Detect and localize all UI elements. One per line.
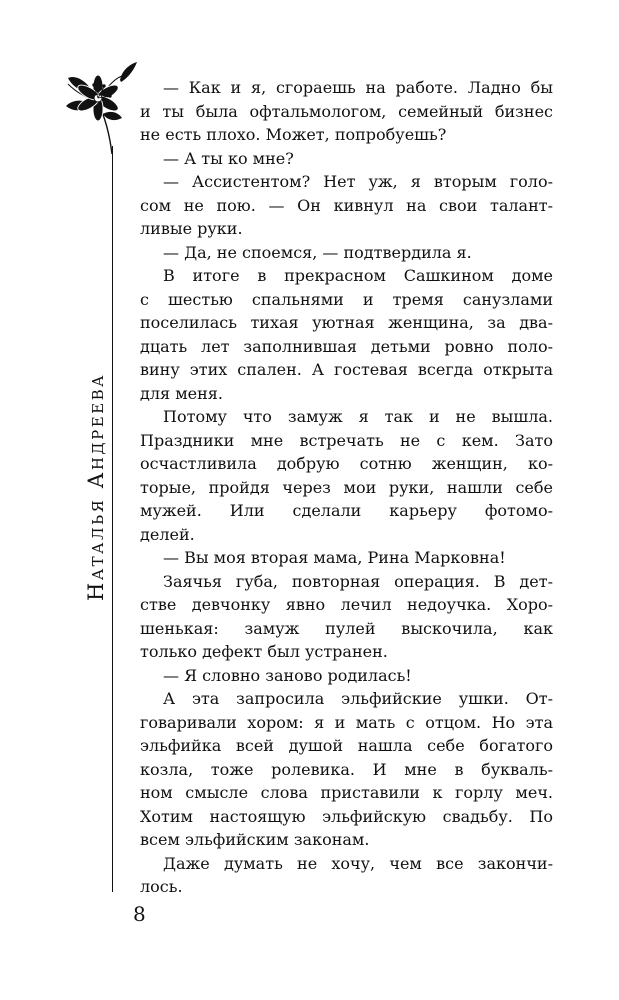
text-line: Хотим настоящую эльфийскую свадьбу. По [140,806,553,826]
text-line: А эта запросила эльфийские ушки. От- [163,689,553,708]
text-line: вину этих спален. А гостевая всегда открыта [140,360,553,379]
text-line: — Ассистентом? Нет уж, я вторым голо- [163,172,553,191]
paragraph [140,664,553,688]
text-line: стве девчонку явно лечил недоучка. Хоро- [140,595,553,614]
text-line: козла, тоже ролевика. И мне в букваль- [140,759,553,779]
text-line: — Как и я, сгораешь на работе. Ладно бы [163,78,553,97]
running-head-author: Наталья Андреева [84,373,108,602]
text-line: Праздники мне встречать не с кем. Зато [140,430,553,450]
lily-ornament-icon [64,60,138,154]
text-line: делей. [140,524,195,544]
paragraph [140,405,553,546]
text-line: Даже думать не хочу, чем все закончи- [163,853,553,873]
paragraph [140,76,553,147]
paragraph [140,147,553,171]
paragraph [140,264,553,405]
text-line: Заячья губа, повторная операция. В дет- [163,571,553,591]
text-line: поселилась тихая уютная женщина, за два- [140,313,553,332]
paragraph [140,546,553,570]
text-line: эльфийка всей душой нашла себе богатого [140,736,553,755]
text-line: ливые руки. [140,219,243,238]
paragraph [140,852,553,899]
text-line: только дефект был устранен. [140,642,388,661]
page-number: 8 [133,902,146,926]
text-line: мужей. Или сделали карьеру фотомо- [140,501,553,520]
text-line: дцать лет заполнившая детьми ровно поло- [140,336,553,356]
text-line: ном смысле слова приставили к горлу меч. [140,783,553,802]
paragraph [140,687,553,852]
paragraph [140,241,553,265]
text-line: В итоге в прекрасном Сашкином доме [163,266,553,285]
text-line: осчастливила добрую сотню женщин, ко- [140,454,553,473]
margin-rule [112,146,113,892]
text-line: шенькая: замуж пулей выскочила, как [140,618,553,638]
body-text [140,76,553,899]
paragraph [140,170,553,241]
text-line: — Вы моя вторая мама, Рина Марковна! [163,548,506,567]
paragraph [140,570,553,664]
text-line: для меня. [140,383,223,403]
text-line: торые, пройдя через мои руки, нашли себе [140,477,553,497]
text-line: говаривали хором: я и мать с отцом. Но эта [140,712,553,732]
text-line: сом не пою. — Он кивнул на свои талант- [140,195,553,215]
text-line: лось. [140,877,183,896]
text-line: и ты была офтальмологом, семейный бизнес [140,101,553,121]
text-line: — А ты ко мне? [163,148,294,168]
text-line: с шестью спальнями и тремя санузлами [140,289,553,309]
text-line: всем эльфийским законам. [140,830,370,849]
text-line: Потому что замуж я так и не вышла. [163,407,553,426]
text-line: не есть плохо. Может, попробуешь? [140,125,447,144]
text-line: — Да, не споемся, — подтвердила я. [163,242,472,262]
text-line: — Я словно заново родилась! [163,665,412,685]
